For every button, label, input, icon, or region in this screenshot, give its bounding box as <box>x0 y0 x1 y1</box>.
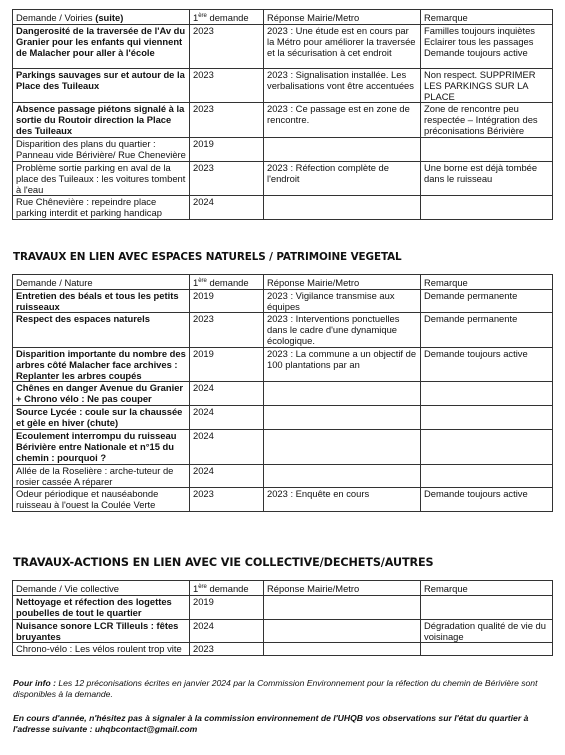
table-row <box>13 103 553 138</box>
demande-cell: Rue Chênevière : repeindre place parking interdit et parking handicap <box>13 196 190 220</box>
demande-cell: Problème sortie parking en aval de la place des Tuileaux : les voitures tombent à l'eau <box>13 162 190 196</box>
header-remarque: Remarque <box>421 275 553 290</box>
demande-cell: Disparition importante du nombre des arbres côté Malacher face archives : Replanter les arbres coupés <box>13 348 190 382</box>
demande-cell: Nuisance sonore LCR Tilleuls : fêtes bruyantes <box>13 620 190 643</box>
demande-cell: Ecoulement interrompu du ruisseau Bérivière entre Nationale et n°15 du chemin : pourquoi ? <box>13 430 190 465</box>
demande-cell: Odeur périodique et nauséabonde ruisseau à l'ouest la Coulée Verte <box>13 488 190 512</box>
annee-cell: 2019 <box>190 348 264 382</box>
header-reponse: Réponse Mairie/Metro <box>264 581 421 596</box>
header-reponse: Réponse Mairie/Metro <box>264 275 421 290</box>
remarque-cell <box>421 643 553 656</box>
remarque-cell <box>421 382 553 406</box>
annee-cell: 2019 <box>190 290 264 313</box>
annee-cell: 2019 <box>190 596 264 620</box>
table-row <box>13 620 553 643</box>
annee-cell: 2023 <box>190 313 264 348</box>
annee-cell: 2024 <box>190 382 264 406</box>
annee-cell: 2023 <box>190 488 264 512</box>
table-header-row <box>13 275 553 290</box>
reponse-cell <box>264 382 421 406</box>
header-annee: 1ère demande <box>190 581 264 596</box>
remarque-cell: Une borne est déjà tombée dans le ruisseau <box>421 162 553 196</box>
header-demande: Demande / Vie collective <box>13 581 190 596</box>
table-row <box>13 138 553 162</box>
reponse-cell <box>264 643 421 656</box>
remarque-cell: Familles toujours inquiètes Eclairer tous les passages Demande toujours active <box>421 25 553 69</box>
table-row <box>13 406 553 430</box>
remarque-cell: Demande permanente <box>421 313 553 348</box>
reponse-cell <box>264 596 421 620</box>
annee-cell: 2023 <box>190 162 264 196</box>
remarque-cell <box>421 430 553 465</box>
remarque-cell: Dégradation qualité de vie du voisinage <box>421 620 553 643</box>
annee-cell: 2023 <box>190 103 264 138</box>
reponse-cell: 2023 : Ce passage est en zone de rencontre. <box>264 103 421 138</box>
reponse-cell: 2023 : Enquête en cours <box>264 488 421 512</box>
annee-cell: 2023 <box>190 69 264 103</box>
demande-cell: Chrono-vélo : Les vélos roulent trop vite <box>13 643 190 656</box>
header-reponse: Réponse Mairie/Metro <box>264 10 421 25</box>
reponse-cell: 2023 : La commune a un objectif de 100 plantations par an <box>264 348 421 382</box>
section-title-nature: TRAVAUX EN LIEN AVEC ESPACES NATURELS / PATRIMOINE VEGETAL <box>13 251 402 263</box>
table-row <box>13 25 553 69</box>
demande-cell: Parkings sauvages sur et autour de la Place des Tuileaux <box>13 69 190 103</box>
remarque-cell: Non respect. SUPPRIMER LES PARKINGS SUR LA PLACE <box>421 69 553 103</box>
header-demande: Demande / Voiries (suite) <box>13 10 190 25</box>
table-row <box>13 69 553 103</box>
annee-cell: 2024 <box>190 620 264 643</box>
remarque-cell: Demande toujours active <box>421 348 553 382</box>
reponse-cell <box>264 620 421 643</box>
contact-note <box>13 713 553 735</box>
voiries-table <box>12 9 553 220</box>
info-label: Pour info : <box>13 678 56 688</box>
table-row <box>13 290 553 313</box>
remarque-cell <box>421 196 553 220</box>
remarque-cell <box>421 138 553 162</box>
table-row <box>13 162 553 196</box>
table-row <box>13 488 553 512</box>
reponse-cell <box>264 138 421 162</box>
demande-cell: Source Lycée : coule sur la chaussée et gèle en hiver (chute) <box>13 406 190 430</box>
info-text: Les 12 préconisations écrites en janvier 2024 par la Commission Environnement pour la réfection du chemin de Bérivière sont disponibles à la demande. <box>13 678 538 699</box>
nature-table <box>12 274 553 512</box>
demande-cell: Dangerosité de la traversée de l'Av du Granier pour les enfants qui viennent de Malacher pour aller à l'école <box>13 25 190 69</box>
reponse-cell <box>264 465 421 488</box>
table-header-row <box>13 10 553 25</box>
header-demande: Demande / Nature <box>13 275 190 290</box>
annee-cell: 2024 <box>190 196 264 220</box>
reponse-cell <box>264 196 421 220</box>
table-row <box>13 596 553 620</box>
remarque-cell: Demande permanente <box>421 290 553 313</box>
demande-cell: Entretien des béals et tous les petits ruisseaux <box>13 290 190 313</box>
table-row <box>13 643 553 656</box>
table-row <box>13 430 553 465</box>
reponse-cell: 2023 : Vigilance transmise aux équipes <box>264 290 421 313</box>
contact-text: En cours d'année, n'hésitez pas à signaler à la commission environnement de l'UHQB vos observations sur l'état du quartier à l'adresse suivante : uhqbcontact@gmail.com <box>13 713 529 734</box>
info-note <box>13 678 553 700</box>
demande-cell: Disparition des plans du quartier : Panneau vide Bérivière/ Rue Chenevière <box>13 138 190 162</box>
header-annee: 1ère demande <box>190 10 264 25</box>
remarque-cell <box>421 465 553 488</box>
annee-cell: 2023 <box>190 25 264 69</box>
demande-cell: Absence passage piétons signalé à la sortie du Routoir direction la Place des Tuileaux <box>13 103 190 138</box>
demande-cell: Nettoyage et réfection des logettes poubelles de tout le quartier <box>13 596 190 620</box>
demande-cell: Chênes en danger Avenue du Granier + Chrono vélo : Ne pas couper <box>13 382 190 406</box>
demande-cell: Respect des espaces naturels <box>13 313 190 348</box>
annee-cell: 2023 <box>190 643 264 656</box>
reponse-cell <box>264 406 421 430</box>
reponse-cell <box>264 430 421 465</box>
remarque-cell <box>421 596 553 620</box>
table-row <box>13 382 553 406</box>
vie-collective-table <box>12 580 553 656</box>
reponse-cell: 2023 : Signalisation installée. Les verbalisations vont être accentuées <box>264 69 421 103</box>
annee-cell: 2024 <box>190 465 264 488</box>
table-row <box>13 196 553 220</box>
table-row <box>13 348 553 382</box>
remarque-cell <box>421 406 553 430</box>
annee-cell: 2024 <box>190 406 264 430</box>
table-row <box>13 465 553 488</box>
reponse-cell: 2023 : Réfection complète de l'endroit <box>264 162 421 196</box>
remarque-cell: Zone de rencontre peu respectée – Intégration des préconisations Bérivière <box>421 103 553 138</box>
reponse-cell: 2023 : Une étude est en cours par la Métro pour améliorer la traversée et la sécurisation à cet endroit <box>264 25 421 69</box>
header-remarque: Remarque <box>421 10 553 25</box>
annee-cell: 2024 <box>190 430 264 465</box>
section-title-vie-collective: TRAVAUX-ACTIONS EN LIEN AVEC VIE COLLECTIVE/DECHETS/AUTRES <box>13 556 434 569</box>
table-header-row <box>13 581 553 596</box>
table-row <box>13 313 553 348</box>
header-annee: 1ère demande <box>190 275 264 290</box>
remarque-cell: Demande toujours active <box>421 488 553 512</box>
reponse-cell: 2023 : Interventions ponctuelles dans le cadre d'une dynamique écologique. <box>264 313 421 348</box>
demande-cell: Allée de la Roselière : arche-tuteur de rosier cassée A réparer <box>13 465 190 488</box>
annee-cell: 2019 <box>190 138 264 162</box>
header-remarque: Remarque <box>421 581 553 596</box>
